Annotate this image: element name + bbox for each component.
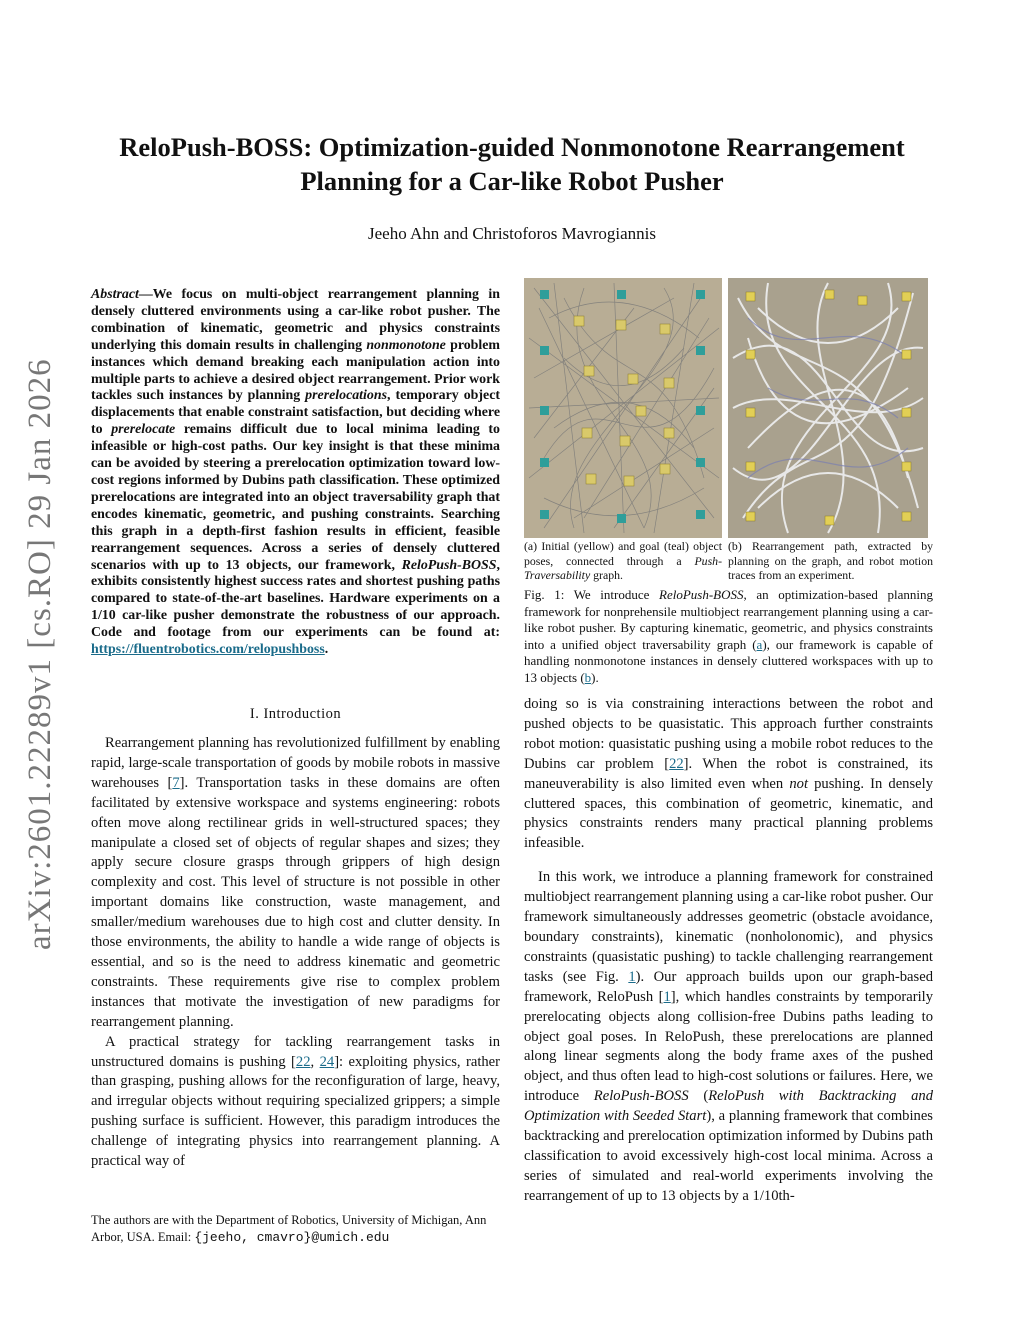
citation-link[interactable]: 1 xyxy=(663,988,671,1005)
text-emphasis: ReloPush with Backtracking and Optimization with Seeded Start xyxy=(524,1088,933,1125)
subfigure-link-a[interactable]: a xyxy=(756,636,763,652)
abstract-text: , exhibits consistently highest success rates and shortest pushing paths compared to state-of-the-art baselines. Hardware experiments on a 1/10 car-like pusher demonstrate the robustness of our approach. Code and footage from our experiments can be found at: xyxy=(91,557,500,641)
paper-title xyxy=(100,130,924,198)
abstract-text: —We focus on multi-object rearrangement planning in densely cluttered environments using a car-like robot pusher. The combination of kinematic, geometric and physics constraints underlying this domain results in challenging xyxy=(91,287,500,353)
author-email: {jeeho, cmavro}@umich.edu xyxy=(194,1230,390,1245)
caption-emphasis: ReloPush-BOSS xyxy=(659,587,744,602)
abstract-lead: Abstract xyxy=(91,287,139,302)
subfigure-link-b[interactable]: b xyxy=(584,669,592,685)
author-list: Jeeho Ahn and Christoforos Mavrogiannis xyxy=(367,224,657,243)
abstract-text: remains difficult due to local minima leading to infeasible or high-cost paths. Our key insight is that these minima can be avoided by steering a prerelocation optimization toward low-cost regions informed by Dubins path classification. These optimized prerelocations are integrated into an object traversability graph that encodes kinematic, geometric, and pushing constraints. Searching this graph in a depth-first fashion results in efficient, feasible rearrangement sequences. Across a series of densely cluttered scenarios with up to 13 objects, our framework, xyxy=(91,422,501,573)
text-run: ( xyxy=(688,1088,709,1105)
right-column-text xyxy=(524,695,933,1207)
text-run: ). Our approach builds upon our graph-based framework, ReloPush [ xyxy=(524,968,933,1005)
arxiv-stamp: arXiv:2601.22289v1 [cs.RO] 29 Jan 2026 xyxy=(22,358,58,950)
citation-link[interactable]: 22 xyxy=(295,1053,311,1070)
abstract-text: , temporary object displacements that enable constraint satisfaction, but deciding where to xyxy=(91,388,500,438)
intro-paragraph-2 xyxy=(91,1033,500,1172)
abstract-emphasis: ReloPush-BOSS xyxy=(401,557,497,573)
subcaption-text: graph. xyxy=(590,568,623,582)
text-run: , xyxy=(310,1053,320,1070)
abstract-text: . xyxy=(324,642,329,658)
subcaption-b: (b) Rearrangement path, extracted by planning on the graph, and robot motion traces from an experiment. xyxy=(728,539,933,582)
text-run: ), a planning framework that combines backtracking and prerelocation optimization informed by Dubins path classification to avoid excessively high-cost local minima. Across a series of simulated and real-world experiments involving the rearrangement of up to 13 objects by a 1/10th- xyxy=(524,1108,933,1204)
caption-text: ). xyxy=(591,669,599,685)
right-paragraph-2 xyxy=(524,868,933,1206)
citation-link[interactable]: 7 xyxy=(172,774,180,791)
text-run: doing so is via constraining interactions between the robot and pushed objects to be quasistatic. This approach further constraints robot motion: quasistatic pushing using a mobile robot reduces to the Dubins car problem [ xyxy=(524,696,933,772)
text-run: A practical strategy for tackling rearrangement tasks in unstructured domains is pushing [ xyxy=(91,1033,500,1070)
text-emphasis: not xyxy=(789,775,808,792)
title-line-1: ReloPush-BOSS: Optimization-guided Nonmonotone Rearrangement xyxy=(119,132,905,162)
subcaption-text: (a) Initial (yellow) and goal (teal) object poses, connected through a xyxy=(524,539,722,568)
citation-link[interactable]: 22 xyxy=(669,755,684,772)
citation-link[interactable]: 24 xyxy=(319,1053,335,1070)
text-run: In this work, we introduce a planning framework for constrained multiobject rearrangement planning using a car-like robot pusher. Our framework simultaneously addresses geometric (obstacle avoidance, boundary constraints), kinematic (nonholonomic), and physics constraints (quasistatic pushing) to tackle challenging rearrangement tasks (see Fig. xyxy=(524,869,933,985)
caption-text: Fig. 1: We introduce xyxy=(524,587,660,602)
text-emphasis: ReloPush-BOSS xyxy=(593,1088,689,1105)
title-line-2: Planning for a Car-like Robot Pusher xyxy=(300,166,724,196)
author-footnote xyxy=(91,1212,500,1246)
right-paragraph-1 xyxy=(524,695,933,854)
text-run: pushing. In densely cluttered spaces, this combination of geometric, kinematic, and physics constraints renders many practical planning problems infeasible. xyxy=(524,775,933,852)
subcaption-emphasis: Push-Traversability xyxy=(524,553,722,582)
figure-link[interactable]: 1 xyxy=(628,968,636,985)
text-run: ]. Transportation tasks in these domains are often facilitated by extensive workspace and systems engineering: robots often move along rectilinear grids in well-structured spaces; they manipulate a closed set of objects of regular shapes and sizes; they apply secure closure grasps through grippers of high design complexity and cost. This level of structure is not possible in other important domains like construction, waste management, and smaller/medium warehouses due to high cost and clutter density. In those environments, the ability to handle a wide range of objects is essential, and so is the need to address kinematic and geometric constraints. These requirements give rise to complex problem instances that motivate the investigation of new paradigms for rearrangement planning. xyxy=(91,774,500,1030)
intro-text xyxy=(91,734,500,1172)
figure-caption xyxy=(524,587,933,687)
text-run: ]. When the robot is constrained, its maneuverability is also limited even when xyxy=(524,755,933,792)
section-heading: I. Introduction xyxy=(249,706,342,722)
footnote-text: The authors are with the Department of Robotics, University of Michigan, Ann Arbor, USA. Email: xyxy=(91,1213,487,1244)
text-run: Rearrangement planning has revolutionized fulfillment by enabling rapid, large-scale transportation of goods by mobile robots in massive warehouses [ xyxy=(91,735,500,791)
abstract-emphasis: prerelocate xyxy=(111,422,176,438)
intro-paragraph-1 xyxy=(91,734,500,1033)
text-run: ], which handles constraints by temporarily prerelocating objects along collision-free Dubins paths leading to object goal poses. In ReloPush, these prerelocations are planned along linear segments along the body frame axes of the pushed object, and thus often lead to high-cost solutions or failures. Here, we introduce xyxy=(524,988,933,1105)
abstract-emphasis: nonmonotone xyxy=(366,337,446,353)
text-run: ]: exploiting physics, rather than grasping, pushing allows for the reconfiguration of large, heavy, and irregular objects without requiring specialized grippers; a simple pushing surface is sufficient. However, this paradigm introduces the challenge of integrating physics into rearrangement planning. A practical way of xyxy=(91,1053,501,1170)
caption-text: , an optimization-based planning framework for nonprehensile multiobject rearrangement planning using a car-like robot pusher. By capturing kinematic, geometric, and physics constraints into a unified object traversability graph ( xyxy=(524,587,934,652)
caption-text: ), our framework is capable of handling nonmonotone instances in densely cluttered workspaces with up to 13 objects ( xyxy=(524,636,933,685)
project-link[interactable]: https://fluentrobotics.com/relopushboss xyxy=(91,642,325,658)
subcaption-a xyxy=(524,539,722,583)
abstract xyxy=(91,287,500,659)
abstract-emphasis: prerelocations xyxy=(305,388,387,404)
figure-1a-photo xyxy=(524,278,722,538)
abstract-text: problem instances which demand breaking each manipulation action into multiple parts to achieve a desired object rearrangement. Prior work tackles such instances by planning xyxy=(91,337,500,404)
figure-1b-photo xyxy=(728,278,928,538)
